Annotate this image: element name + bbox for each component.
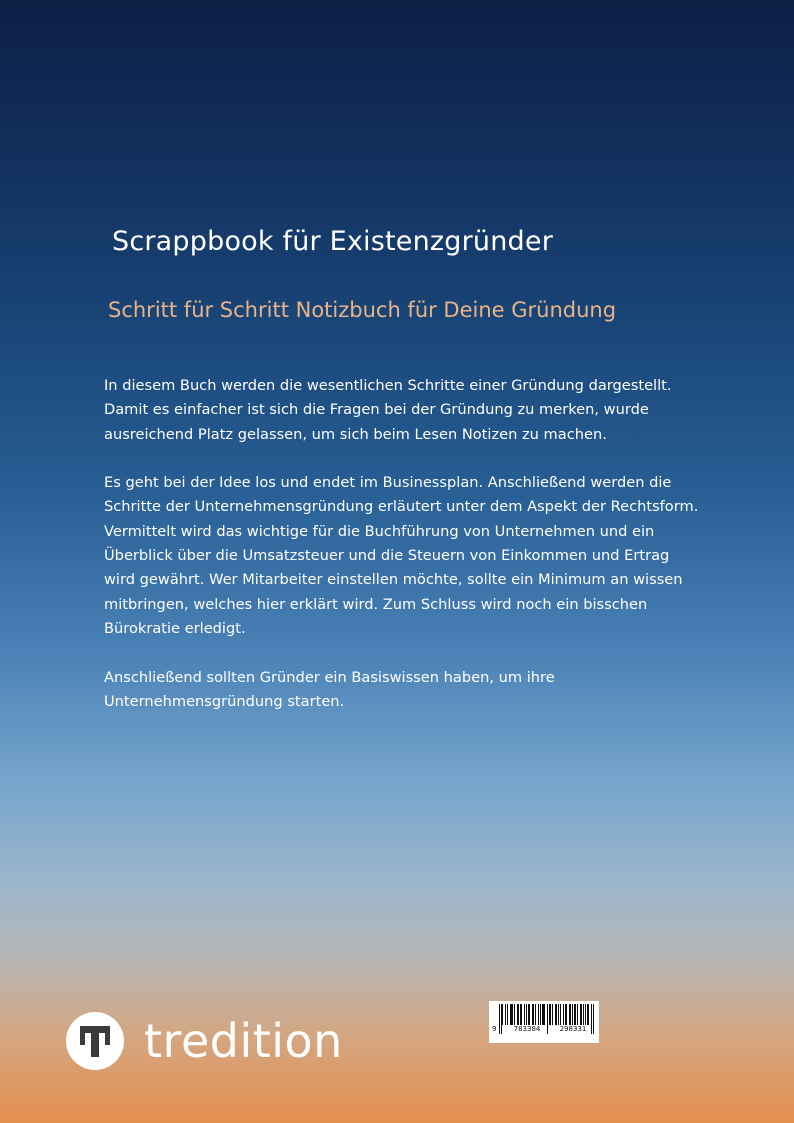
book-title: Scrappbook für Existenzgründer: [112, 226, 554, 257]
blurb: [104, 374, 704, 738]
barcode-bar: [518, 1004, 519, 1025]
barcode-bar: [552, 1004, 553, 1025]
barcode-bar: [583, 1004, 584, 1025]
barcode-bar: [517, 1004, 518, 1025]
barcode-bar: [581, 1004, 582, 1025]
barcode-bar: [560, 1004, 561, 1025]
isbn-barcode: [489, 1001, 599, 1043]
barcode-bar: [566, 1004, 567, 1025]
barcode-bar: [563, 1004, 564, 1025]
barcode-bar: [542, 1004, 543, 1025]
barcode-bar: [577, 1004, 578, 1025]
barcode-bar: [588, 1004, 589, 1025]
blurb-paragraph: In diesem Buch werden die wesentlichen Schritte einer Gründung dargestellt. Damit es einfacher ist sich die Fragen bei der Gründung zu merken, wurde ausreichend Platz gelassen, um sich beim Lesen Notizen zu machen.: [104, 377, 672, 443]
isbn-digits-left: 783384: [513, 1025, 541, 1033]
barcode-bar: [538, 1004, 539, 1025]
barcode-bar: [502, 1004, 503, 1025]
barcode-bar: [556, 1004, 557, 1025]
barcode-bar: [540, 1004, 541, 1025]
barcode-bar: [524, 1004, 525, 1025]
barcode-bar: [529, 1004, 530, 1025]
barcode-bar: [510, 1004, 511, 1025]
barcode-bar: [532, 1004, 533, 1025]
barcode-bar: [575, 1004, 576, 1025]
barcode-bar: [550, 1004, 551, 1025]
barcode-bar: [533, 1004, 534, 1025]
barcode-bar: [580, 1004, 581, 1025]
barcode-bar: [572, 1004, 573, 1025]
barcode-bar: [505, 1004, 506, 1025]
barcode-bar: [549, 1004, 550, 1025]
publisher-logo: [66, 1012, 343, 1070]
barcode-bar: [526, 1004, 527, 1025]
isbn-digits-right: 298331: [559, 1025, 587, 1033]
barcode-bar: [585, 1004, 586, 1025]
barcode-bar: [528, 1004, 529, 1025]
barcode-bar: [587, 1004, 588, 1025]
blurb-paragraph: Es geht bei der Idee los und endet im Businessplan. Anschließend werden die Schritte der Unternehmensgründung erläutert unter dem Aspekt der Rechtsform. Vermittelt wird das wichtige für die Buchführung von Unternehmen und ein Überblick über die Umsatzsteuer und die Steuern von Einkommen und Ertrag wird gewährt. Wer Mitarbeiter einstellen möchte, sollte ein Minimum an wissen mitbringen, welches hier erklärt wird. Zum Schluss wird noch ein bisschen Bürokratie erledigt.: [104, 474, 699, 637]
barcode-bar: [511, 1004, 512, 1025]
barcode-bar: [520, 1004, 521, 1025]
barcode-bar: [574, 1004, 575, 1025]
book-subtitle: Schritt für Schritt Notizbuch für Deine Gründung: [108, 298, 617, 322]
publisher-name: tredition: [144, 1014, 343, 1068]
barcode-bar: [544, 1004, 545, 1025]
barcode-bar: [543, 1004, 544, 1025]
barcode-bar: [514, 1004, 515, 1025]
tredition-logo-icon: [66, 1012, 124, 1070]
isbn-digit-first: 9: [492, 1025, 497, 1033]
barcode-bar: [535, 1004, 536, 1025]
barcode-bar: [565, 1004, 566, 1025]
blurb-paragraph: Anschließend sollten Gründer ein Basiswissen haben, um ihre Unternehmensgründung starten.: [104, 668, 555, 710]
barcode-bar: [558, 1004, 559, 1025]
barcode-bar: [570, 1004, 571, 1025]
barcode-bar: [555, 1004, 556, 1025]
barcode-bar: [507, 1004, 508, 1025]
barcode-bar: [569, 1004, 570, 1025]
isbn-digits: [492, 1025, 596, 1033]
barcode-bar: [521, 1004, 522, 1025]
barcode-bar: [512, 1004, 513, 1025]
